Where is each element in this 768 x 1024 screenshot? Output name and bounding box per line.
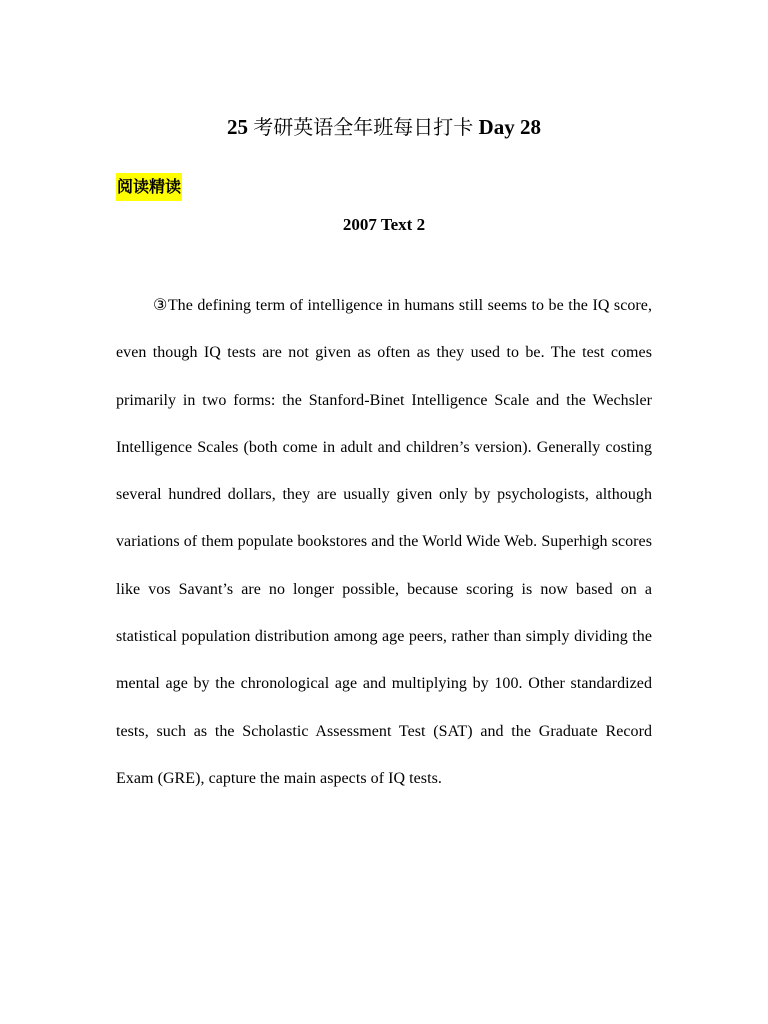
passage-paragraph: ③The defining term of intelligence in humans still seems to be the IQ score, even though IQ tests are not given as often as they used to be. The test comes primarily in two forms: the Stanford-Binet Intelligence Scale and the Wechsler Intelligence Scales (both come in adult and children’s version). Generally costing several hundred dollars, they are usually given only by psychologists, although variations of them populate bookstores and the World Wide Web. Superhigh scores like vos Savant’s are no longer possible, because scoring is now based on a statistical population distribution among age peers, rather than simply dividing the mental age by the chronological age and multiplying by 100. Other standardized tests, such as the Scholastic Assessment Test (SAT) and the Graduate Record Exam (GRE), capture the main aspects of IQ tests. (116, 297, 652, 787)
title-day: Day 28 (478, 115, 541, 139)
text-heading: 2007 Text 2 (342, 215, 426, 234)
section-label-highlighted: 阅读精读 (116, 173, 182, 201)
page-title (0, 112, 768, 142)
title-number: 25 (227, 115, 249, 139)
title-chinese: 考研英语全年班每日打卡 (253, 115, 474, 139)
